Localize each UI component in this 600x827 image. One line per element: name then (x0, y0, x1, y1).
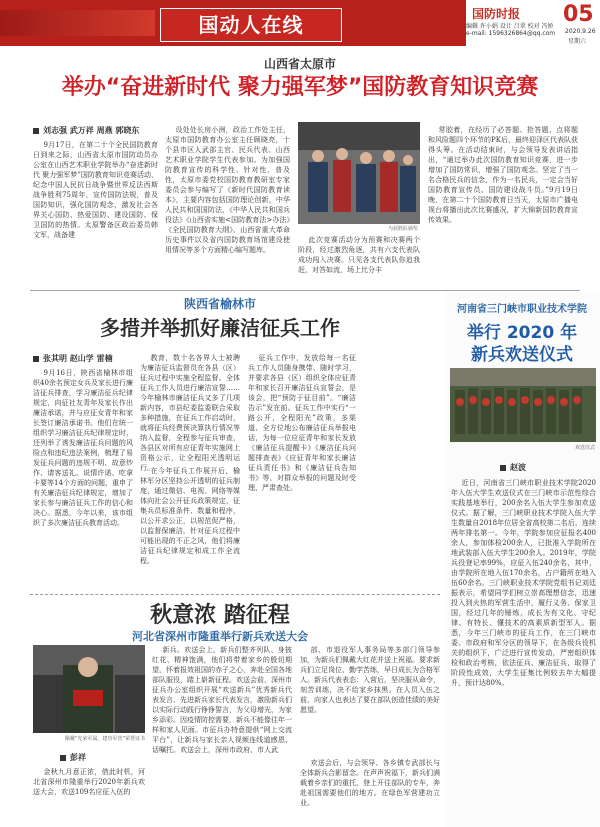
article2-authors: 张其明 赵山学 雷楠 (43, 354, 113, 363)
article2-col1: 9月16日，陕西省榆林市组织40余名预定女兵及家长进行廉洁征兵排查，学习廉洁征兵纪律规定，向征社友青年及家长作出廉洁承诺，并与应征女青年和家长签订廉洁承诺书。他们在统一组织学习廉洁征兵纪律规定时，还列举了诱发廉洁征兵问题的风险点和违纪违法案例，梳理了易发征兵问题的违规不明、故意炒作、请客送礼、说情许诺、吃拿卡要等14个方面的问题，重申了有关廉洁征兵纪律规定，增加了家长参与廉洁征兵工作的信心和决心。据悉，今年以来，该市组织了多次廉洁征兵教育活动。 (33, 369, 133, 527)
byline-marker (60, 755, 66, 761)
article4-photo-caption: 佩戴“光荣军属，建功军营”荣誉证书 (64, 736, 145, 742)
section-divider-1 (30, 290, 580, 291)
article3-author: 赵波 (510, 463, 526, 472)
page-number: 05 (563, 2, 594, 27)
article4-headline: 秋意浓 踏征程 (150, 603, 290, 628)
article3-headline-line1: 举行 2020 年 (466, 323, 578, 343)
article4-col4: 欢送会后，与会领导、各乡镇专武部长与全体新兵合影留念。在声声祝福下，新兵们满载着乡亲们的重托，登上开往部队的专车，奔赴祖国需要他们的地方。在绿色军营建功立业。 (300, 759, 440, 807)
article2-headline: 多措并举抓好廉洁征兵工作 (100, 316, 340, 340)
article4-col3: 部、市退役军人事务局等多部门领导参加，为新兵们佩戴大红花并送上祝福。要求新兵们立足岗位、勤学苦练，早日成长为合格军人。新兵代表表态：入营后，坚决服从命令，刻苦训练，决不给家乡抹黑。在人员入伍之前，向家人也表达了要在部队创造佳绩的美好愿望。 (300, 646, 440, 714)
article3-photo-caption: 欢送仪式 (574, 445, 595, 451)
family-photo (33, 645, 145, 733)
article3-headline-line2: 新兵欢送仪式 (471, 345, 573, 365)
article4-subhead: 河北省深州市隆重举行新兵欢送大会 (132, 630, 308, 643)
byline-marker (33, 356, 39, 362)
article1-col1: 9月17日，在第二十个全民国防教育日到来之际，山西省太原市国防动员办公室在山西艺术职业学院举办“奋进新时代 聚力强军梦”国防教育知识竞赛活动，纪念中国人民抗日战争暨世界反法西斯战争胜利75周年，宣传国防法规，普及国防知识，强化国防观念，激发社会各界关心国防、热爱国防、建设国防、保卫国防的热情。太原警备区政治委员韩文军，战备建 (33, 141, 158, 239)
email-line: e-mail: 1596326864@qq.com (466, 30, 556, 37)
article1-col2: 设处处长房小洲，政治工作处主任，太原市国防教育办公室主任顾晓亮，十个县市区人武部主官、民兵代表、山西艺术职业学院学生代表参加。为加强国防教育宣传的科学性、针对性、普及性，太原市委党校国防教育教研室专家委员会参与编写了《新时代国防教育读本》，主要内容包括国防理论创新，中华人民共和国国防法，《中华人民共和国兵役法》《山西省实施<国防教育法>办法》《全民国防教育大纲》、山西省重大革命历史事件以及省内国防教育场馆建设使用情况等多个方面精心编写题库。 (165, 126, 290, 254)
section-title: 国动人在线 (160, 8, 342, 42)
issue-date: 2020.9.26 (565, 28, 596, 35)
article1-photo (298, 122, 420, 224)
article2-subhead: 陕西省榆林市 (183, 297, 256, 311)
article2-col2: 教育，数十名各界人士被聘为廉洁征兵监督员在各县（区）征兵过程中实施全程监督。全体征兵工作人员进行廉洁宣誓……今年榆林市廉洁征兵又多了几项新内容，市县纪委监委联合采取多种措施，在征兵工作启动时，就将征兵经费预决算执行情况等纳入监督，全程参与征兵审查，各县区对所有应征青年实施网上资格公示，让全程阳光透明运行。 (140, 354, 240, 472)
article1-authors: 刘志强 武万祥 周燕 郭晓东 (43, 126, 140, 135)
article2-col4: 在今年征兵工作展开后，榆林军分区坚持公开透明的征兵制度，通过微信、电视、网络等媒体向社会公开征兵政策规定、征集兵员标准条件、数量和程序，以公开求公正，以规范促严格，以监督保廉洁，针对征兵过程中可能出现的不正之风，他们将廉洁征兵纪律规定和成工作全流程。 (140, 467, 240, 565)
article3-text: 近日，河南省三门峡市职业技术学院2020年入伍大学生欢送仪式在三门峡市示范性综合实践基地举行，200余名入伍大学生参加欢送仪式。据了解，三门峡职业技术学院入伍大学生数量自2018年位居全省高校第二名后，连续两年排名第一。今年，学院参加应征报名400余人，参加体检200余人，已批准入学院所在地武装部入伍大学生200余人。2019年，学院兵役登记率99%，应征入伍240余名，其中，由学院所在地入伍170余名，占户籍所在地入伍60余名。三门峡职业技术学院党组书记刘廷振表示，希望同学们树立崇高理想信念，迅速投入到火热的军营生活中，履行义务、保家卫国，经过几年的锤炼，成长为有文化、守纪律、有特长、懂技术的高素质新型军人。据悉，今年三门峡市的征兵工作，在三门峡市委、市政府和军分区的领导下，在各级兵役机关的组织下，广泛进行宣传发动，严密组织体检和政治考核，依法征兵、廉洁征兵，取得了阶段性成效，大学生征集比例较去年大幅提升，预计达80%。 (451, 479, 596, 687)
article3-photo (450, 368, 596, 442)
section-divider-2 (30, 594, 440, 595)
article3-subhead: 河南省三门峡市职业技术学院 (457, 304, 587, 315)
article1-subhead: 山西省太原市 (263, 57, 336, 71)
article4-photo (33, 645, 145, 733)
byline-marker (33, 128, 39, 134)
recruits-photo (450, 368, 596, 442)
article1-headline: 举办“奋进新时代 聚力强军梦”国防教育知识竞赛 (61, 75, 539, 100)
editor-line: 编辑 许小娟 设计 吕翠 校对 冯娇 (466, 23, 554, 30)
article1-col3: 此次竞赛活动分为预赛和决赛两个阶段，经过激烈角逐，共有六支代表队成功闯入决赛。只见各支代表队你追我赶，对答如流，场上比分丰 (298, 236, 420, 274)
article4-byline (60, 752, 86, 763)
article4-col1: 金秋九月意正浓，借此时机，河北省深州市隆重举行2020年新兵欢送大会，欢送109名应征入伍的 (33, 768, 145, 796)
newspaper-logo: 国防时报 (472, 7, 521, 21)
article2-col3: 征兵工作中，发放给每一名征兵工作人员随身携带、随时学习，并要求各县（区）组织全体应征青年和家长召开廉洁征兵宣誓会，是该会，把“预防于征目前”。“廉洁告示”发在前。征兵工作中实行“一路公开，全程阳光”政策，多渠道、全方位地公布廉洁征兵举报电话，为每一位应征青年和家长发放《廉洁征兵提醒卡》《廉洁征兵问题排查表》《应征青年和家长廉洁征兵责任书》和《廉洁征兵告知书》等，对群众举报的问题及时受理、严肃查处。 (248, 354, 356, 492)
article4-col2: 新兵。欢送会上，新兵们整齐列队、身披红花、精神饱满，他们将带着家乡的殷切期望，怀着报效祖国的赤子之心，奔赴全国各地部队服役，踏上崭新征程。欢送会前，深州市征兵办公室组织开展“欢送新兵”优秀新兵代表发言、先进新兵家长代表发言，激励新兵们以实际行动践行铮铮誓言，为父母增光，为家乡添彩。因疫情防控需要，新兵不能像往年一样和家人见面。市征兵办特意提供“网上交流平台”，让新兵与家长亲人视频连线道感恩、话嘱托。欢送会上，深州市政府、市人武 (152, 646, 292, 754)
issue-weekday: 星期六 (568, 38, 587, 45)
article4-author: 彭祥 (70, 753, 86, 762)
article1-col4: 常胶着，在经历了必答题、抢答题、点将题和风险题四个环节的PK后，最终迎泽区代表队获得头筹。在活动结束时，与会领导发表讲话指出，“通过举办此次国防教育知识竞赛，进一步增加了国防常识，增强了国防观念。坚定了当一名合格民兵的信念，作为一名民兵，一定会当好国防教育宣传员、国防建设战斗员。”9月19日晚，在第二十个国防教育日当天，太原市广播电视台将播出此次比赛盛况，扩大锦新国防教育宣传效果。 (428, 126, 578, 224)
article1-byline (33, 125, 139, 136)
awards-photo (298, 122, 420, 224)
article2-byline (33, 353, 113, 364)
article3-byline (500, 462, 526, 473)
article1-photo-caption: 为获胜队颁奖 (387, 226, 418, 232)
banner-decoration (0, 10, 155, 36)
byline-marker (500, 465, 506, 471)
